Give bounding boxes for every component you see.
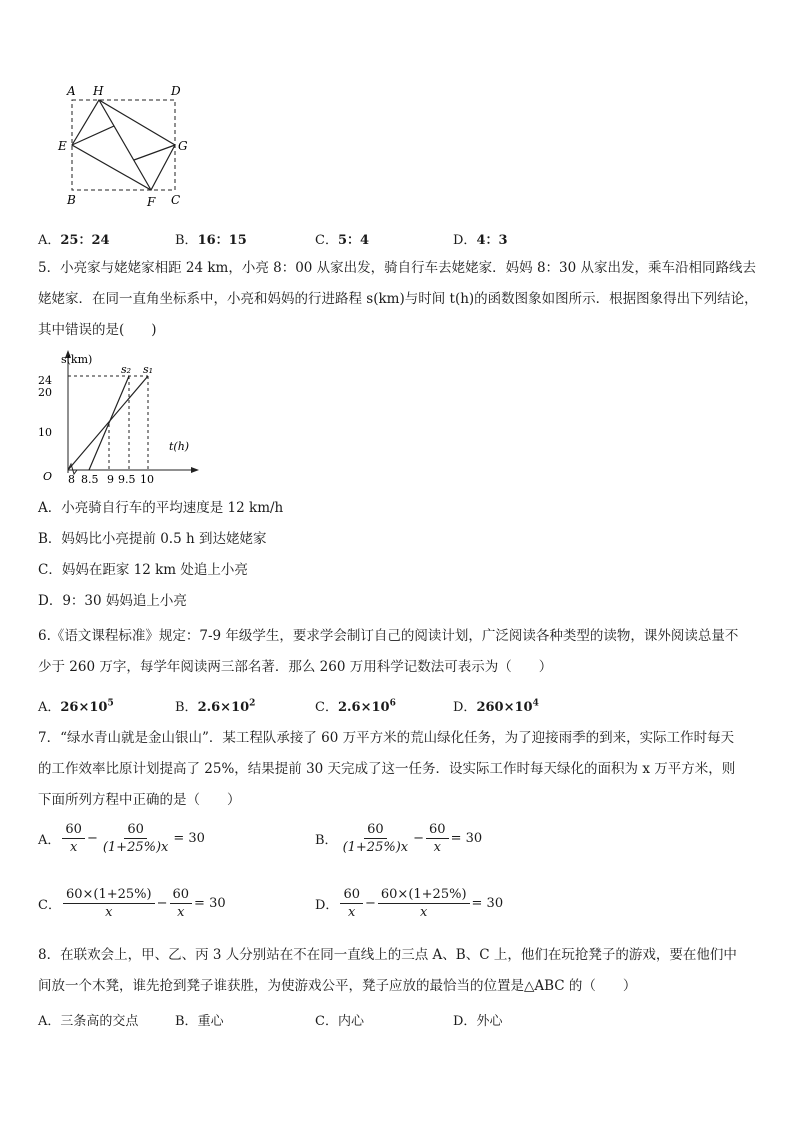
x-tick-9-5: 9.5	[118, 473, 136, 486]
label-g: G	[178, 139, 188, 153]
y-tick-24: 24	[38, 374, 52, 387]
label-c: C	[171, 193, 181, 207]
q7-option-c[interactable]: C． $\frac{60\times(1+25\%)}{x}$ − $\frac{60}{x}$ = 30	[38, 887, 226, 920]
label-f: F	[147, 195, 156, 209]
label-b: B	[67, 193, 76, 207]
q5-line2: 姥姥家．在同一直角坐标系中，小亮和妈妈的行进路程 s(km)与时间 t(h)的函数图象如图所示．根据图象得出下列结论，	[38, 291, 758, 307]
q4-option-c[interactable]: C．5：4	[315, 233, 370, 248]
q8-option-c[interactable]: C．内心	[315, 1014, 364, 1029]
q5-option-d[interactable]: D．9：30 妈妈追上小亮	[38, 593, 187, 609]
q8-text	[38, 940, 758, 1002]
origin-label: O	[43, 470, 53, 483]
segment-hf	[99, 100, 151, 190]
x-tick-9: 9	[107, 473, 114, 486]
q8-line1: 8．在联欢会上，甲、乙、丙 3 人分别站在不在同一直线上的三点 A、B、C 上，他们在玩抢凳子的游戏，要在他们中	[38, 947, 737, 963]
q6-line1: 6.《语文课程标准》规定：7-9 年级学生，要求学会制订自己的阅读计划，广泛阅读各种类型的读物，课外阅读总量不	[38, 628, 739, 644]
s1-label: s₁	[143, 363, 154, 376]
y-tick-20: 20	[38, 386, 52, 399]
x-axis-label: t(h)	[169, 440, 190, 453]
x-tick-8-5: 8.5	[81, 473, 99, 486]
q6-option-a[interactable]: A．$26\times 10^5$	[38, 698, 114, 715]
q5-options	[38, 493, 758, 617]
dashed-rectangle	[72, 100, 175, 190]
q7-line2: 的工作效率比原计划提高了 25%，结果提前 30 天完成了这一任务．设实际工作时每天绿化的面积为 x 万平方米，则	[38, 761, 736, 777]
q7-text	[38, 723, 758, 816]
q7-option-d[interactable]: D． $\frac{60}{x}$ − $\frac{60\times(1+25\%)}{x}$ = 30	[315, 887, 504, 920]
q7-option-b[interactable]: B． $\frac{60}{(1+25\%)x}$ − $\frac{60}{x}$ = 30	[315, 822, 483, 855]
q7-option-a[interactable]: A． $\frac{60}{x}$ − $\frac{60}{(1+25\%)x}$ = 30	[38, 822, 205, 855]
x-tick-8: 8	[68, 473, 75, 486]
quadrilateral-ehgf	[72, 100, 175, 190]
q8-option-b[interactable]: B．重心	[175, 1014, 224, 1029]
q5-text	[38, 253, 758, 346]
q7-line3: 下面所列方程中正确的是（ ）	[38, 792, 241, 808]
label-a: A	[67, 84, 76, 98]
q5-line3: 其中错误的是( )	[38, 322, 157, 338]
q4-option-a[interactable]: A．25：24	[38, 233, 110, 248]
line-s1	[68, 376, 148, 470]
label-h: H	[93, 84, 104, 98]
q6-option-b[interactable]: B．$2.6\times 10^2$	[175, 698, 256, 715]
label-d: D	[171, 84, 181, 98]
q4-option-b[interactable]: B．16：15	[175, 233, 247, 248]
q8-option-d[interactable]: D．外心	[453, 1014, 503, 1029]
label-e: E	[58, 139, 67, 153]
q5-line1: 5．小亮家与姥姥家相距 24 km，小亮 8：00 从家出发，骑自行车去姥姥家．妈妈 8：30 从家出发，乘车沿相同路线去	[38, 260, 757, 276]
q5-option-a[interactable]: A．小亮骑自行车的平均速度是 12 km/h	[38, 500, 284, 516]
y-axis-label: s(km)	[61, 353, 93, 366]
q8-line2: 间放一个木凳，谁先抢到凳子谁获胜，为使游戏公平，凳子应放的最恰当的位置是△ABC 的（ ）	[38, 978, 637, 994]
q4-option-d[interactable]: D．4：3	[453, 233, 508, 248]
distance-time-graph	[35, 348, 205, 488]
s2-label: s₂	[121, 363, 132, 376]
q5-option-b[interactable]: B．妈妈比小亮提前 0.5 h 到达姥姥家	[38, 531, 267, 547]
x-tick-10: 10	[140, 473, 154, 486]
q6-option-c[interactable]: C．$2.6\times 10^6$	[315, 698, 396, 715]
q6-line2: 少于 260 万字，每学年阅读两三部名著．那么 260 万用科学记数法可表示为（ ）	[38, 659, 553, 675]
q8-option-a[interactable]: A．三条高的交点	[38, 1014, 139, 1029]
q5-option-c[interactable]: C．妈妈在距家 12 km 处追上小亮	[38, 562, 248, 578]
q7-line1: 7．“绿水青山就是金山银山”．某工程队承接了 60 万平方米的荒山绿化任务，为了迎接雨季的到来，实际工作时每天	[38, 730, 735, 746]
q6-option-d[interactable]: D．$260\times 10^4$	[453, 698, 539, 715]
q6-text	[38, 621, 758, 683]
rectangle-figure	[50, 80, 200, 210]
y-tick-10: 10	[38, 426, 52, 439]
x-axis-arrow	[191, 467, 199, 473]
